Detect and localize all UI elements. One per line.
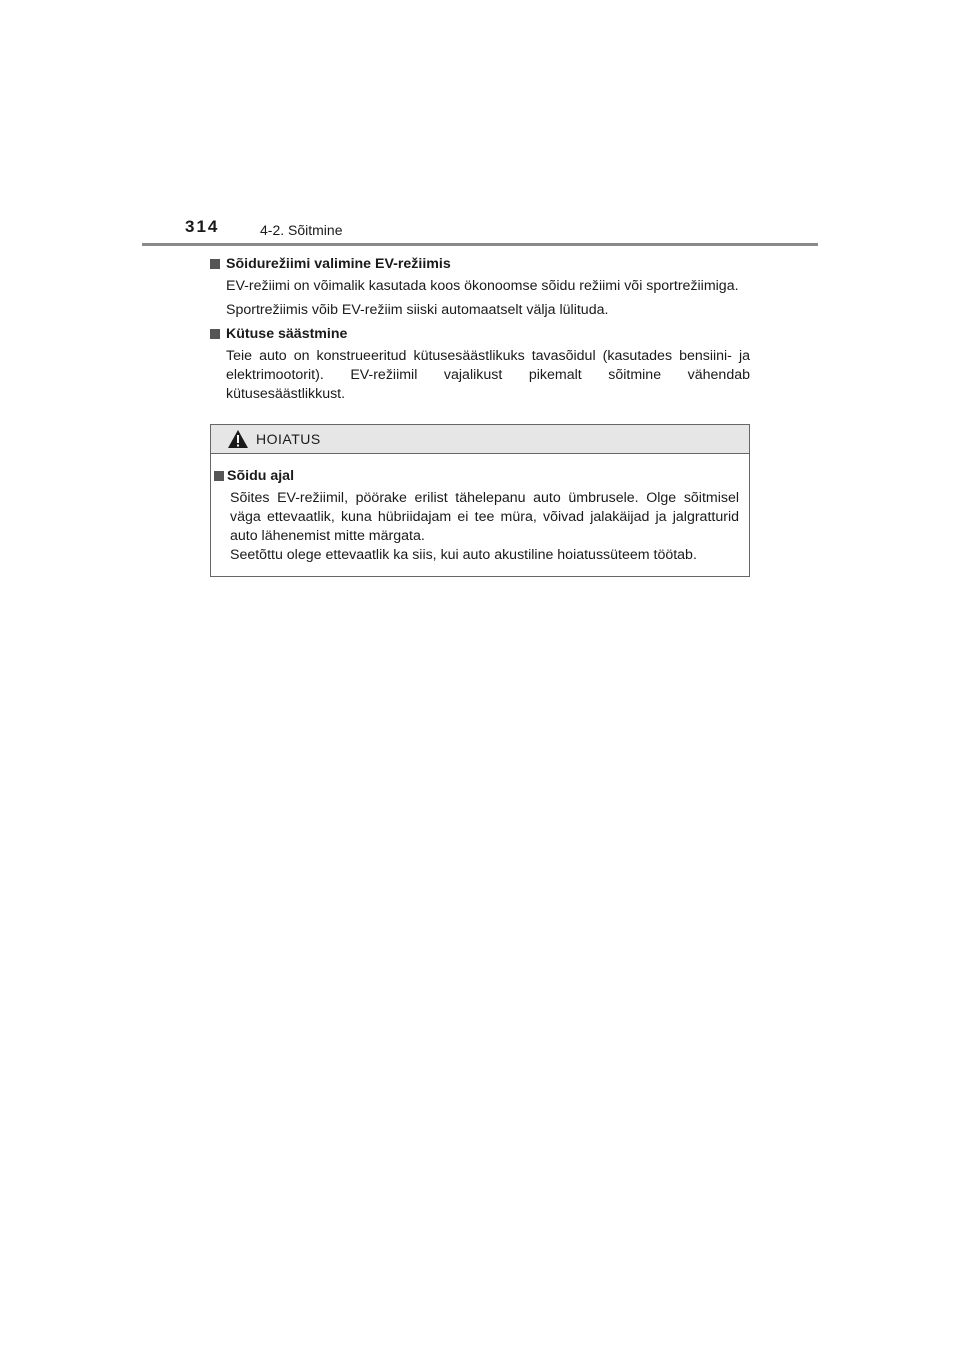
warning-triangle-icon: [227, 429, 249, 449]
warning-title: HOIATUS: [256, 431, 321, 447]
section-fuel-saving: [210, 325, 750, 404]
warning-paragraph: Seetõttu olege ettevaatlik ka siis, kui auto akustiline hoiatussüteem töötab.: [230, 547, 697, 563]
paragraph: Teie auto on konstrueeritud kütusesäästlikuks tavasõidul (kasutades bensiini- ja elektrimootorit). EV-režiimil vajalikust pikemalt sõitmine vähendab kütusesäästlikkust.: [226, 348, 750, 402]
section-heading: [210, 325, 750, 344]
section-ev-mode: [210, 255, 750, 320]
square-bullet-icon: [214, 471, 224, 481]
warning-header: [211, 425, 749, 454]
section-heading-text: Kütuse säästmine: [226, 326, 348, 342]
header-rule: [142, 243, 818, 246]
paragraph: Sportrežiimis võib EV-režiim siiski automaatselt välja lülituda.: [226, 302, 609, 318]
main-content: [210, 255, 750, 404]
section-heading: [210, 255, 750, 274]
warning-box: [210, 424, 750, 577]
warning-paragraph: Sõites EV-režiimil, pöörake erilist tähelepanu auto ümbrusele. Olge sõitmisel väga ettevaatlik, kuna hübriidajam ei tee müra, võivad jalakäijad ja jalgratturid auto lähenemist mitte märgata.: [230, 490, 739, 544]
page-number: 314: [185, 217, 220, 236]
section-title: 4-2. Sõitmine: [260, 222, 343, 238]
paragraph: EV-režiimi on võimalik kasutada koos ökonoomse sõidu režiimi või sportrežiimiga.: [226, 278, 739, 294]
warning-body: [211, 454, 749, 565]
square-bullet-icon: [210, 329, 220, 339]
warning-heading: [211, 467, 739, 486]
section-heading-text: Sõidurežiimi valimine EV-režiimis: [226, 256, 451, 272]
square-bullet-icon: [210, 259, 220, 269]
warning-heading-text: Sõidu ajal: [227, 468, 295, 484]
